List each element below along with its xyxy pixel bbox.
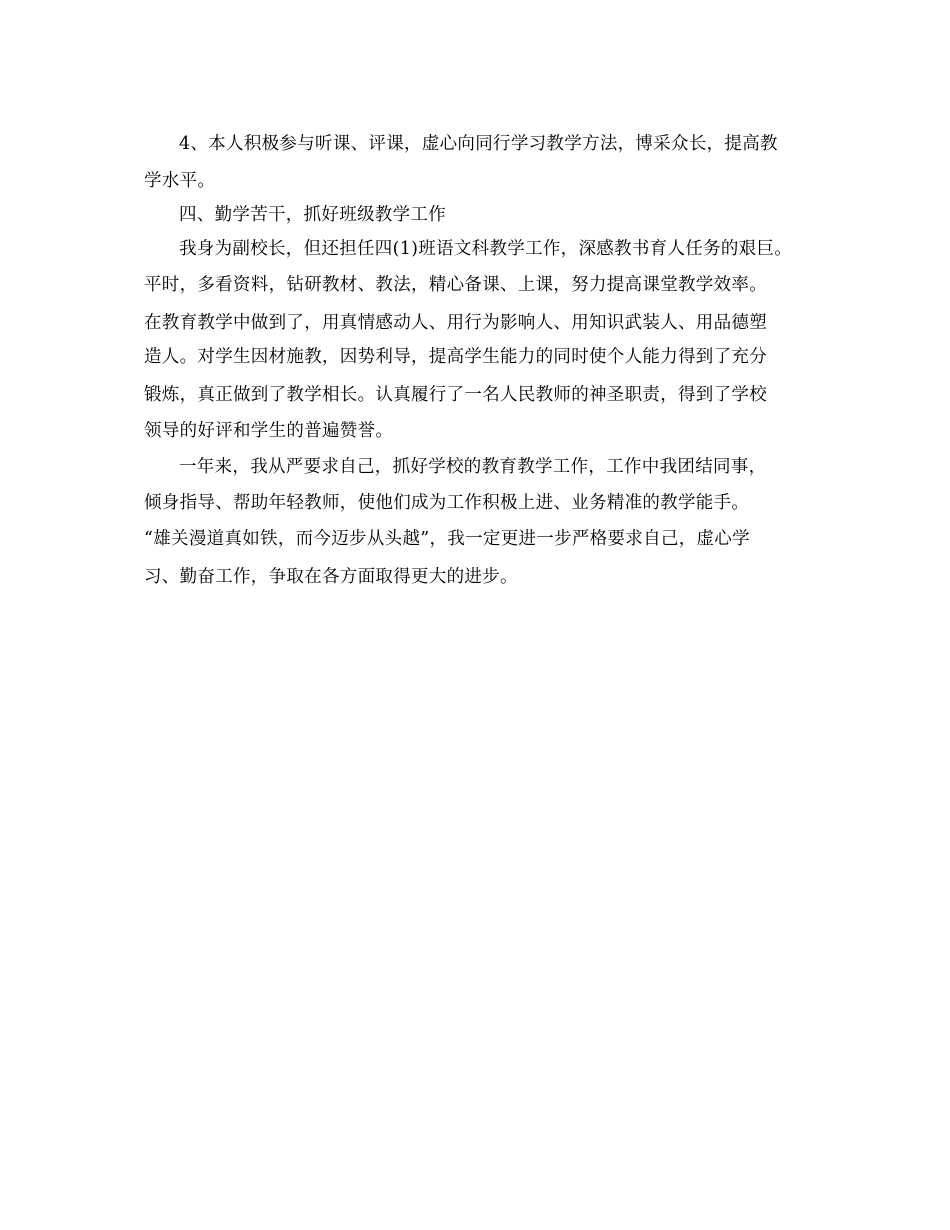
paragraph-5-line-4: 造人。对学生因材施教，因势利导，提高学生能力的同时使个人能力得到了充分 (144, 347, 767, 367)
paragraph-6-line-1: 一年来，我从严要求自己，抓好学校的教育教学工作，工作中我团结同事， (179, 457, 767, 477)
paragraph-6-line-3: “雄关漫道真如铁，而今迈步从头越”，我一定更进一步严格要求自己，虚心学 (144, 529, 750, 549)
paragraph-4-line-1: 4、本人积极参与听课、评课，虚心向同行学习教学方法，博采众长，提高教 (179, 134, 778, 154)
paragraph-4-line-2: 学水平。 (144, 171, 216, 191)
paragraph-5-line-2: 平时，多看资料，钻研教材、教法，精心备课、上课，努力提高课堂教学效率。 (144, 275, 767, 295)
paragraph-6-line-4: 习、勤奋工作，争取在各方面取得更大的进步。 (144, 567, 518, 587)
paragraph-6-line-2: 倾身指导、帮助年轻教师，使他们成为工作积极上进、业务精准的教学能手。 (144, 493, 750, 513)
paragraph-5-line-1: 我身为副校长，但还担任四(1)班语文科教学工作，深感教书育人任务的艰巨。 (179, 239, 793, 259)
paragraph-5-line-5: 锻炼，真正做到了教学相长。认真履行了一名人民教师的神圣职责，得到了学校 (144, 385, 767, 405)
paragraph-5-line-3: 在教育教学中做到了，用真情感动人、用行为影响人、用知识武装人、用品德塑 (144, 313, 767, 333)
section-heading-4: 四、勤学苦干，抓好班级教学工作 (179, 205, 446, 225)
paragraph-5-line-6: 领导的好评和学生的普遍赞誉。 (144, 421, 394, 441)
